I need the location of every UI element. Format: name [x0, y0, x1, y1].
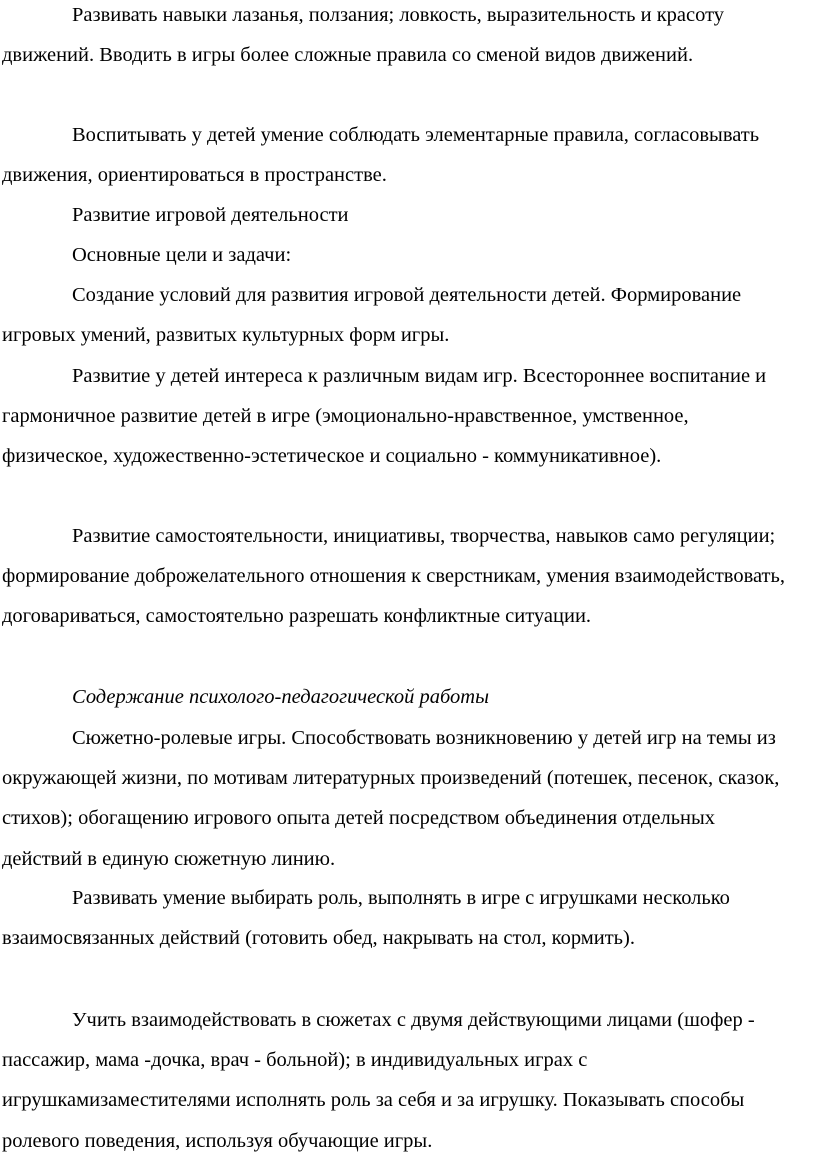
paragraph-role-play-games: Сюжетно-ролевые игры. Способствовать возникновению у детей игр на темы из окружающей жизни, по мотивам литературных произведений (потешек, песенок, сказок, стихов); обогащению игрового опыта детей посредством объединения отдельных действий в единую сюжетную линию.	[2, 727, 780, 870]
paragraph-conditions: Создание условий для развития игровой деятельности детей. Формирование игровых умений, развитых культурных форм игры.	[2, 284, 742, 347]
paragraph-choose-role: Развивать умение выбирать роль, выполнять в игре с игрушками несколько взаимосвязанных действий (готовить обед, накрывать на стол, кормить).	[2, 887, 730, 950]
paragraph-independence: Развитие самостоятельности, инициативы, творчества, навыков само регуляции; формирование доброжелательного отношения к сверстникам, умения взаимодействовать, договариваться, самостоятельно разрешать конфликтные ситуации.	[2, 525, 785, 628]
section-heading-content: Содержание психолого-педагогической работы	[72, 686, 489, 708]
section-heading-play-activity: Развитие игровой деятельности	[72, 204, 349, 226]
paragraph-interest-in-games: Развитие у детей интереса к различным видам игр. Всестороннее воспитание и гармоничное развитие детей в игре (эмоционально-нравственное, умственное, физическое, художественно-эстетическое и социально - коммуникативное).	[2, 365, 767, 468]
paragraph-interaction-in-plots: Учить взаимодействовать в сюжетах с двумя действующими лицами (шофер - пассажир, мама -дочка, врач - больной); в индивидуальных играх с игрушкамизаместителями исполнять роль за себя и за игрушку. Показывать способы ролевого поведения, используя обучающие игры.	[2, 1009, 755, 1152]
paragraph-rules-orientation: Воспитывать у детей умение соблюдать элементарные правила, согласовывать движения, ориентироваться в пространстве.	[2, 124, 760, 187]
paragraph-movement-skills: Развивать навыки лазанья, ползания; ловкость, выразительность и красоту движений. Вводить в игры более сложные правила со сменой видов движений.	[2, 4, 725, 67]
subheading-goals: Основные цели и задачи:	[72, 244, 292, 266]
